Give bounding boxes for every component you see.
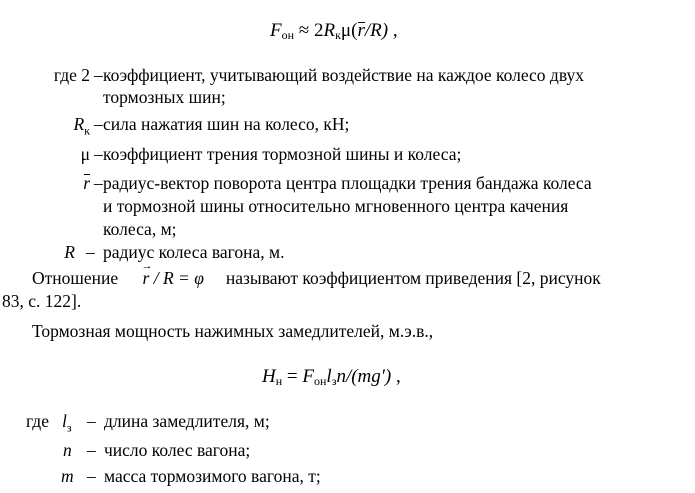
def-symbol: где 2 xyxy=(53,65,90,85)
def-text: и тормозной шины относительно мгновенного центра качения xyxy=(103,196,569,216)
def-dash: – xyxy=(94,173,103,193)
def-text: коэффициент, учитывающий воздействие на каждое колесо двух xyxy=(103,65,585,85)
formula-subscript: н xyxy=(275,374,283,388)
formula-symbol: /R) xyxy=(364,20,389,41)
def-symbol-main: R xyxy=(73,114,85,134)
def-dash: – xyxy=(87,411,96,431)
inline-expression: / R = φ xyxy=(149,268,204,288)
def-dash: – xyxy=(87,440,96,460)
def-text: тормозных шин; xyxy=(103,87,226,107)
def-symbol-main: n xyxy=(63,440,72,460)
paragraph-ratio xyxy=(32,267,601,289)
def-symbol xyxy=(24,241,75,263)
formula-symbol: R xyxy=(323,20,336,41)
def-symbol-main: l xyxy=(62,411,67,431)
formula-subscript: з xyxy=(331,374,337,388)
formula-subscript: он xyxy=(313,374,327,388)
def-text: коэффициент трения тормозной шины и колеса; xyxy=(103,144,462,164)
def-symbol xyxy=(24,113,90,142)
def-text: число колес вагона; xyxy=(104,440,251,460)
def-dash: – xyxy=(94,114,103,134)
def-symbol xyxy=(63,439,72,461)
def-symbol xyxy=(62,410,72,439)
formula-symbol: F xyxy=(302,366,314,387)
formula-braking-power xyxy=(262,366,401,392)
formula-operator: ≈ 2 xyxy=(294,20,324,41)
formula-punctuation: , xyxy=(388,20,398,41)
def-dash: – xyxy=(87,466,96,486)
formula-symbol: n/(mg′) xyxy=(336,366,392,387)
def-symbol xyxy=(24,172,90,194)
formula-symbol: H xyxy=(262,366,276,387)
def-symbol-vector: r xyxy=(83,173,90,193)
paragraph-braking-power: Тормозная мощность нажимных замедлителей, м.э.в., xyxy=(32,321,434,341)
formula-subscript: он xyxy=(281,28,295,42)
formula-subscript: к xyxy=(335,28,341,42)
def-symbol-main: m xyxy=(61,466,74,486)
def-symbol-subscript: к xyxy=(84,123,90,138)
def-symbol-main: R xyxy=(64,242,75,262)
formula-symbol: l xyxy=(326,366,332,387)
def-symbol-subscript: з xyxy=(66,420,72,435)
formula-symbol: F xyxy=(270,20,282,41)
formula-symbol: μ( xyxy=(340,20,358,41)
def-symbol xyxy=(61,465,74,487)
formula-braking-force xyxy=(270,20,398,46)
paragraph-continuation: 83, с. 122]. xyxy=(2,291,82,311)
def-prefix: где xyxy=(26,411,49,431)
def-dash: – xyxy=(94,65,103,85)
formula-punctuation: , xyxy=(391,366,401,387)
def-text: колеса, м; xyxy=(103,219,177,239)
formula-operator: = xyxy=(282,366,303,387)
def-text: сила нажатия шин на колесо, кН; xyxy=(103,114,350,134)
paragraph-text: Отношение xyxy=(32,268,119,288)
formula-vector-symbol: r xyxy=(357,20,365,41)
inline-vector: → r xyxy=(143,267,150,289)
def-text: радиус колеса вагона, м. xyxy=(103,242,285,262)
def-text: радиус-вектор поворота центра площадки трения бандажа колеса xyxy=(103,173,592,193)
def-symbol: μ xyxy=(80,144,90,164)
paragraph-text: называют коэффициентом приведения [2, рисунок xyxy=(225,268,601,288)
def-dash: – xyxy=(86,242,95,262)
def-dash: – xyxy=(94,144,103,164)
def-text: длина замедлителя, м; xyxy=(104,411,270,431)
def-text: масса тормозимого вагона, т; xyxy=(104,466,321,486)
